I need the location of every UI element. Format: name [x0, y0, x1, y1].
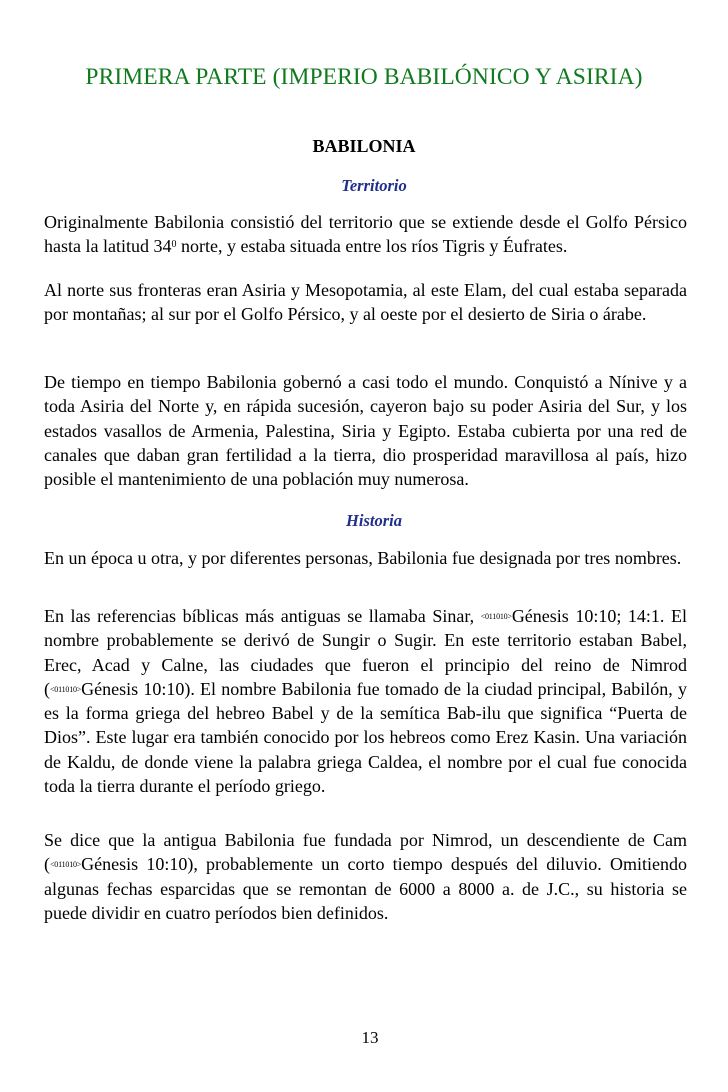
superscript-degree: 0: [171, 239, 177, 251]
paragraph-historia-1: [44, 546, 687, 570]
scripture-reference-link[interactable]: <011010>: [480, 612, 512, 621]
paragraph-text: De tiempo en tiempo Babilonia gobernó a casi todo el mundo. Conquistó a Nínive y a toda Asiria del Norte y, en rápida sucesión, cayeron bajo su poder Asiria del Sur, y los estados vasallos de Armenia, Palestina, Siria y Egipto. Estaba cubierta por una red de canales que daban gran fertilidad a la tierra, dio prosperidad maravillosa al país, hizo posible el mantenimiento de una población muy numerosa.: [44, 372, 687, 490]
paragraph-historia-3: [44, 828, 687, 925]
scripture-reference-link[interactable]: <011010>: [50, 684, 82, 694]
subhead-territorio: Territorio: [341, 176, 407, 195]
paragraph-historia-2: [44, 604, 687, 798]
paragraph-territorio-3: [44, 370, 687, 491]
paragraph-text: Génesis 10:10), probablemente un corto tiempo después del diluvio. Omitiendo algunas fechas esparcidas que se remontan de 6000 a 8000 a. de J.C., su historia se puede dividir en cuatro períodos bien definidos.: [44, 854, 687, 923]
paragraph-text: Génesis 10:10). El nombre Babilonia fue tomado de la ciudad principal, Babilón, y es la forma griega del hebreo Babel y de la semítica Bab-ilu que significa “Puerta de Dios”. Este lugar era también conocido por los hebreos como Erez Kasin. Una variación de Kaldu, de donde viene la palabra griega Caldea, el nombre por el cual fue conocida toda la tierra durante el período griego.: [44, 678, 687, 797]
page-number: 13: [361, 1028, 379, 1047]
subhead-historia: Historia: [346, 511, 402, 530]
paragraph-text: Se dice que la antigua Babilonia fue fundada por Nimrod, un descendiente de Cam (: [44, 830, 687, 875]
paragraph-text: norte, y estaba situada entre los ríos Tigris y Éufrates.: [176, 236, 568, 257]
section-title: BABILONIA: [312, 136, 416, 156]
paragraph-text: En un época u otra, y por diferentes personas, Babilonia fue designada por tres nombres.: [44, 548, 682, 568]
paragraph-text: Al norte sus fronteras eran Asiria y Mesopotamia, al este Elam, del cual estaba separada por montañas; al sur por el Golfo Pérsico, y al oeste por el desierto de Siria o árabe.: [44, 280, 687, 325]
paragraph-territorio-2: [44, 278, 687, 327]
paragraph-text: En las referencias bíblicas más antiguas se llamaba Sinar,: [44, 606, 481, 626]
scripture-reference-link[interactable]: <011010>: [50, 860, 82, 870]
paragraph-territorio-1: [44, 210, 687, 259]
part-title: PRIMERA PARTE (IMPERIO BABILÓNICO Y ASIRIA): [85, 64, 643, 90]
paragraph-text: Génesis 10:10; 14:1. El nombre probablemente se derivó de Sungir o Sugir. En este territorio estaban Babel, Erec, Acad y Calne, las ciudades que fueron el principio del reino de Nimrod (: [44, 606, 687, 699]
paragraph-text: Originalmente Babilonia consistió del territorio que se extiende desde el Golfo Pérsico hasta la latitud 34: [44, 212, 687, 257]
